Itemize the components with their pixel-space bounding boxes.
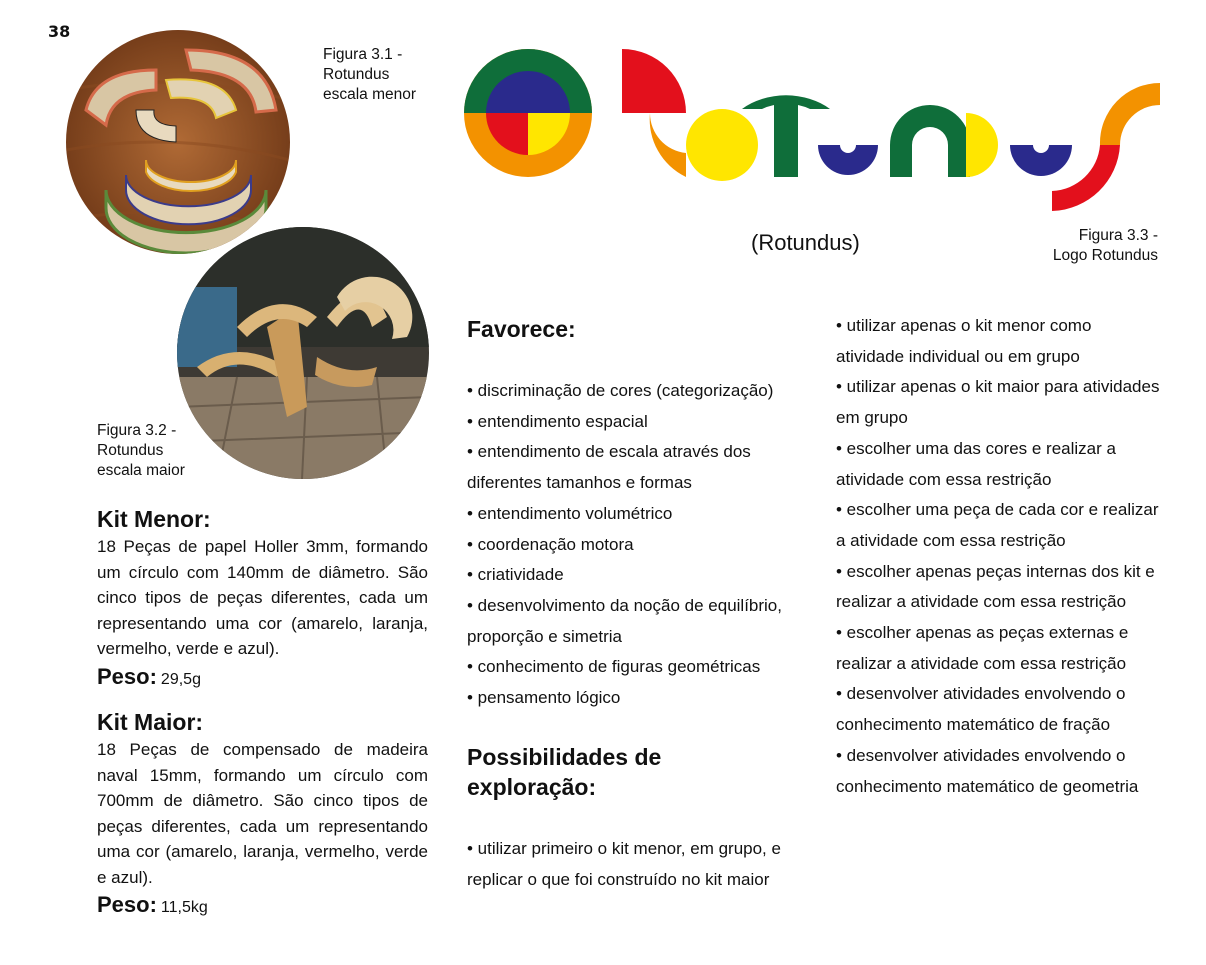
- photo-small-kit: [66, 30, 290, 254]
- kit-maior-section: [97, 707, 428, 921]
- kit-menor-title: Kit Menor:: [97, 506, 211, 532]
- kit-maior-text: 18 Peças de compensado de madeira naval 15mm, formando um círculo com 700mm de diâmetro. São cinco tipos de peças diferentes, cada um representando uma cor (amarelo, laranja, vermelho, verde e azul).: [97, 740, 428, 887]
- kit-maior-weight-value: 11,5kg: [160, 899, 208, 916]
- possibilidades-list: [836, 311, 1161, 802]
- list-item: • criatividade: [467, 565, 564, 585]
- possibilidades-title-line1: Possibilidades de: [467, 744, 662, 770]
- possibilidades-title-line2: exploração:: [467, 774, 597, 800]
- photo-large-kit: [177, 227, 429, 479]
- kit-maior-weight-label: Peso:: [97, 892, 157, 917]
- page-number: 38: [48, 22, 71, 41]
- list-item: • desenvolver atividades envolvendo o conhecimento matemático de fração: [836, 684, 1126, 735]
- figure-3-2-caption: Figura 3.2 - Rotundus escala maior: [97, 422, 185, 479]
- rotundus-logo: [460, 45, 1160, 215]
- kit-menor-weight: [97, 664, 428, 693]
- list-item: • desenvolvimento da noção de equilíbrio, proporção e simetria: [467, 595, 782, 646]
- list-item: • entendimento volumétrico: [467, 503, 673, 523]
- possibilidades-first-list: [467, 834, 797, 895]
- list-item: • utilizar apenas o kit menor como atividade individual ou em grupo: [836, 316, 1092, 366]
- list-item: • escolher uma peça de cada cor e realizar a atividade com essa restrição: [836, 500, 1159, 550]
- list-item: • conhecimento de figuras geométricas: [467, 657, 761, 677]
- possibilidades-continued: [836, 311, 1161, 802]
- kit-menor-weight-value: 29,5g: [160, 670, 201, 688]
- favorece-section: [467, 314, 797, 714]
- logo-subtitle: (Rotundus): [751, 230, 860, 255]
- list-item: • escolher apenas peças internas dos kit e realizar a atividade com essa restrição: [836, 561, 1155, 612]
- kit-menor-section: [97, 504, 428, 693]
- figure-3-1-caption: Figura 3.1 - Rotundus escala menor: [323, 46, 417, 103]
- favorece-list: [467, 376, 797, 714]
- list-item: • entendimento espacial: [467, 411, 648, 431]
- list-item: • desenvolver atividades envolvendo o conhecimento matemático de geometria: [836, 745, 1139, 796]
- favorece-title: Favorece:: [467, 316, 576, 342]
- list-item: • utilizar primeiro o kit menor, em grupo, e replicar o que foi construído no kit maior: [467, 839, 781, 889]
- kit-menor-weight-label: Peso:: [97, 663, 157, 689]
- list-item: • utilizar apenas o kit maior para atividades em grupo: [836, 377, 1160, 428]
- kit-maior-weight: [97, 892, 428, 921]
- possibilidades-section: [467, 742, 797, 895]
- list-item: • coordenação motora: [467, 534, 634, 554]
- list-item: • escolher uma das cores e realizar a atividade com essa restrição: [836, 438, 1116, 489]
- kit-maior-title: Kit Maior:: [97, 709, 204, 735]
- list-item: • entendimento de escala através dos diferentes tamanhos e formas: [467, 442, 751, 493]
- list-item: • discriminação de cores (categorização): [467, 381, 774, 400]
- list-item: • escolher apenas as peças externas e realizar a atividade com essa restrição: [836, 623, 1129, 673]
- list-item: • pensamento lógico: [467, 688, 621, 708]
- kit-menor-text: 18 Peças de papel Holler 3mm, formando um círculo com 140mm de diâmetro. São cinco tipos de peças diferentes, cada um representando uma cor (amarelo, laranja, vermelho, verde e azul).: [97, 537, 428, 658]
- figure-3-3-caption: Figura 3.3 - Logo Rotundus: [1052, 227, 1158, 264]
